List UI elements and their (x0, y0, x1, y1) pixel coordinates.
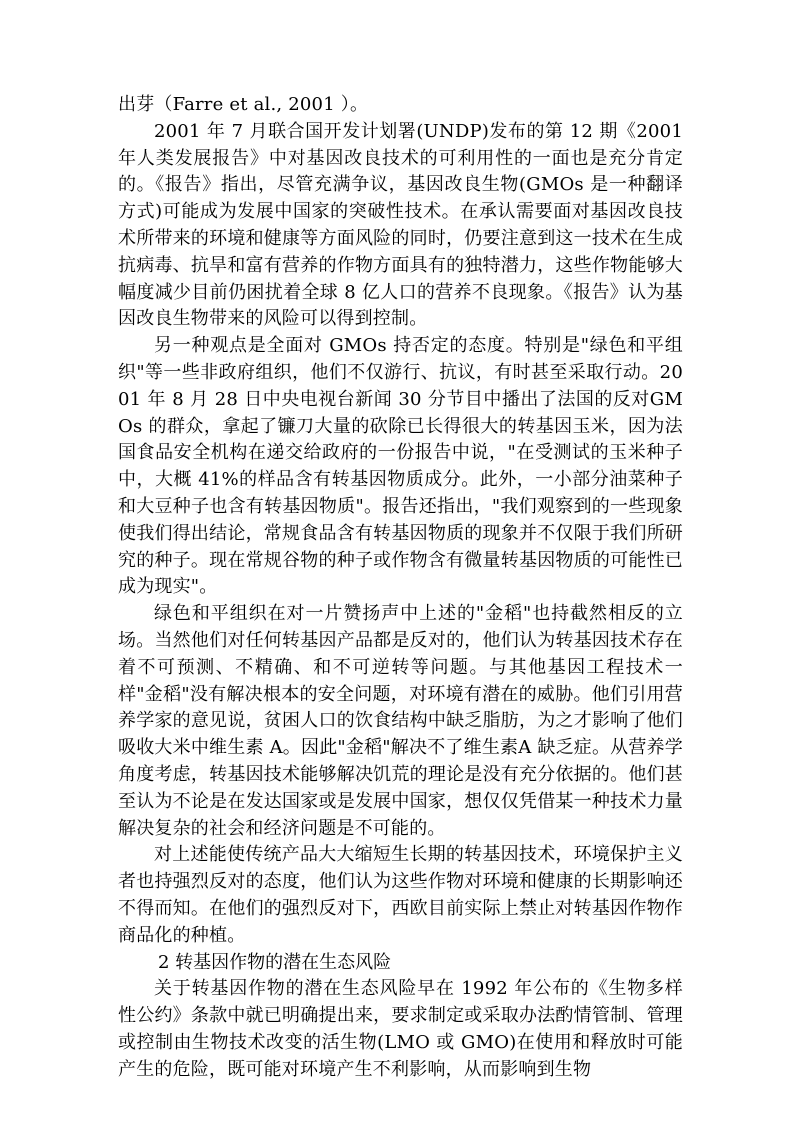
paragraph-undp-report: 2001 年 7 月联合国开发计划署(UNDP)发布的第 12 期《2001 年人类发展报告》中对基因改良技术的可利用性的一面也是充分肯定的。《报告》指出，尽管充满争议，基因改良生物(GMOs 是一种翻译方式)可能成为发展中国家的突破性技术。在承认需要面对基因改良技术所带来的环境和健康等方面风险的同时，仍要注意到这一技术在生成抗病毒、抗旱和富有营养的作物方面具有的独特潜力，这些作物能够大幅度减少目前仍困扰着全球 8 亿人口的营养不良现象。《报告》认为基因改良生物带来的风险可以得到控制。 (118, 120, 683, 330)
paragraph-greenpeace-golden-rice: 绿色和平组织在对一片赞扬声中上述的"金稻"也持截然相反的立场。当然他们对任何转基因产品都是反对的，他们认为转基因技术存在着不可预测、不精确、和不可逆转等问题。与其他基因工程技术一样"金稻"没有解决根本的安全问题，对环境有潜在的威胁。他们引用营养学家的意见说，贫困人口的饮食结构中缺乏脂肪，为之才影响了他们吸收大米中维生素 A。因此"金稻"解决不了维生素A 缺乏症。从营养学角度考虑，转基因技术能够解决饥荒的理论是没有充分依据的。他们甚至认为不论是在发达国家或是发展中国家，想仅仅凭借某一种技术力量解决复杂的社会和经济问题是不可能的。 (118, 603, 683, 839)
document-body (118, 92, 683, 1083)
paragraph-opposing-view: 另一种观点是全面对 GMOs 持否定的态度。特别是"绿色和平组织"等一些非政府组织，他们不仅游行、抗议，有时甚至采取行动。2001 年 8 月 28 日中央电视台新闻 30 分节目中播出了法国的反对GMOs 的群众，拿起了镰刀大量的砍除已长得很大的转基因玉米，因为法国食品安全机构在递交给政府的一份报告中说，"在受测试的玉米种子中，大概 41%的样品含有转基因物质成分。此外，一小部分油菜种子和大豆种子也含有转基因物质"。报告还指出，"我们观察到的一些现象使我们得出结论，常规食品含有转基因物质的现象并不仅限于我们所研究的种子。现在常规谷物的种子或作物含有微量转基因物质的可能性已成为现实"。 (118, 335, 683, 598)
section-heading: 2 转基因作物的潜在生态风险 (158, 951, 392, 973)
paragraph-continuation: 出芽（Farre et al., 2001 ）。 (118, 94, 369, 115)
paragraph-ecological-risk: 关于转基因作物的潜在生态风险早在 1992 年公布的《生物多样性公约》条款中就已明确提出来，要求制定或采取办法酌情管制、管理或控制由生物技术改变的活生物(LMO 或 GMO)在使用和释放时可能产生的危险，既可能对环境产生不利影响，从而影响到生物 (118, 978, 683, 1080)
paragraph-environmentalists: 对上述能使传统产品大大缩短生长期的转基因技术，环境保护主义者也持强烈反对的态度，他们认为这些作物对环境和健康的长期影响还不得而知。在他们的强烈反对下，西欧目前实际上禁止对转基因作物作商品化的种植。 (118, 844, 683, 946)
